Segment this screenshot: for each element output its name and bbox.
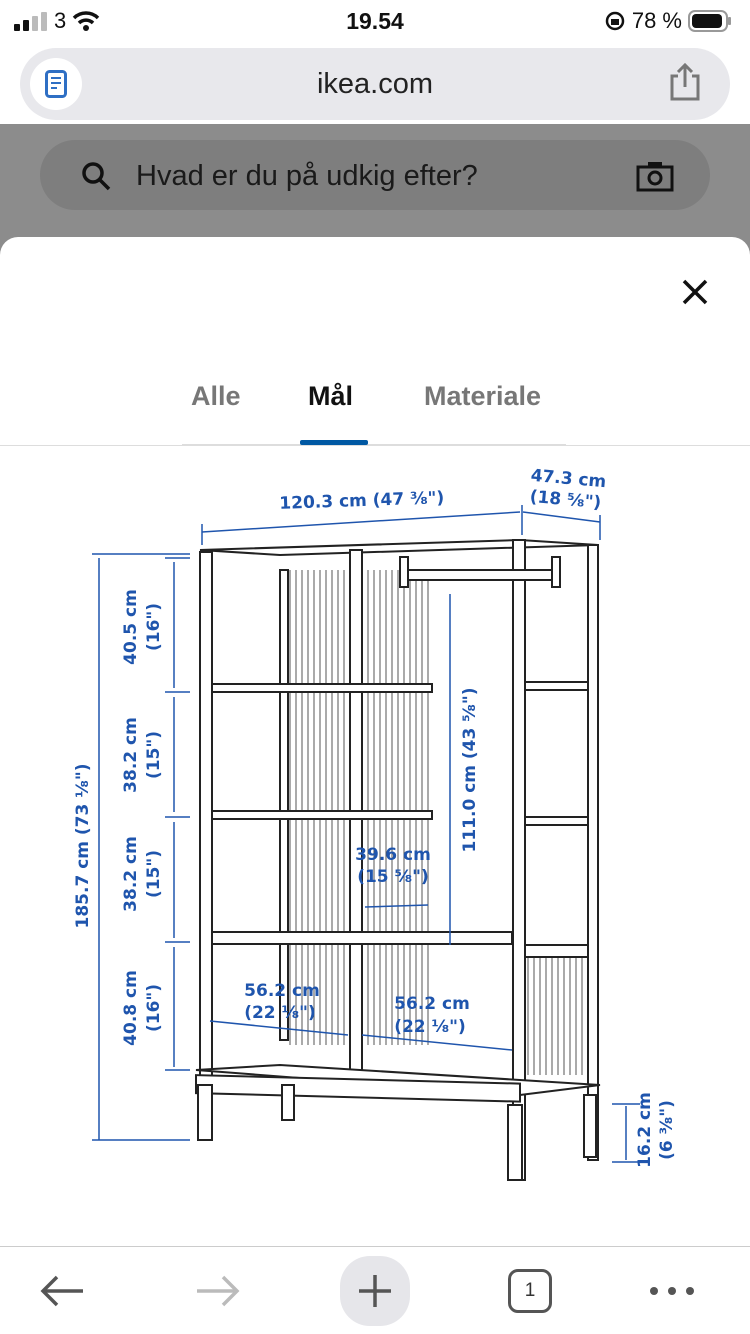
dim-shelf2-in: (15") [144,730,164,780]
dim-shelf4-cm: 40.8 cm [121,970,141,1046]
battery-percent: 78 % [631,8,682,33]
dim-hanging: 111.0 cm (43 ⅝") [460,687,480,853]
dim-left-cm: 56.2 cm [244,981,320,1001]
dim-left-in: (22 ⅛") [244,1003,316,1023]
dim-shelf1-in: (16") [144,602,164,652]
orientation-lock-icon [604,10,626,32]
dim-shelf4-in: (16") [144,983,164,1033]
search-bar[interactable] [40,140,710,210]
browser-toolbar [0,1246,750,1334]
dim-shelf3-cm: 38.2 cm [121,836,141,912]
back-arrow-icon [39,1275,85,1307]
address-bar[interactable] [20,48,730,120]
search-icon [80,160,112,192]
carrier: 3 [54,8,67,33]
divider [0,445,750,446]
dim-shelf3-in: (15") [144,849,164,899]
tab-maal[interactable]: Mål [308,381,354,411]
share-button[interactable] [668,62,702,107]
new-tab-button[interactable] [340,1256,410,1326]
tab-alle[interactable]: Alle [191,381,241,411]
tabs-button[interactable] [500,1261,560,1321]
dim-right-cm: 56.2 cm [394,994,470,1014]
battery-icon [688,10,732,32]
dim-depth-in: (18 ⅝") [528,486,602,514]
status-bar [0,0,750,44]
dimension-drawing [0,450,750,1210]
dim-height: 185.7 cm (73 ⅛") [73,763,93,929]
tab-bar [182,377,566,445]
dim-leg-cm: 16.2 cm [635,1092,655,1168]
dim-inner-in: (15 ⅝") [357,867,429,887]
tab-count: 1 [508,1269,552,1313]
dim-shelf2-cm: 38.2 cm [121,717,141,793]
dim-right-in: (22 ⅛") [394,1017,466,1037]
back-button[interactable] [32,1261,92,1321]
dim-shelf1-cm: 40.5 cm [121,589,141,665]
forward-button[interactable] [188,1261,248,1321]
close-icon[interactable] [680,277,710,307]
dim-leg-in: (6 ⅜") [657,1100,677,1160]
search-placeholder: Hvad er du på udkig efter? [136,160,478,192]
dim-inner-cm: 39.6 cm [355,845,431,865]
more-icon [649,1286,695,1296]
more-button[interactable] [642,1261,702,1321]
camera-icon[interactable] [636,160,674,192]
dim-depth-cm: 47.3 cm [529,465,607,493]
share-icon [668,62,702,102]
url-text[interactable]: ikea.com [316,68,434,100]
plus-icon [357,1273,393,1309]
clock: 19.54 [346,8,404,34]
forward-arrow-icon [195,1275,241,1307]
tab-materiale[interactable]: Materiale [424,381,542,411]
dim-width: 120.3 cm (47 ⅜") [279,488,445,514]
